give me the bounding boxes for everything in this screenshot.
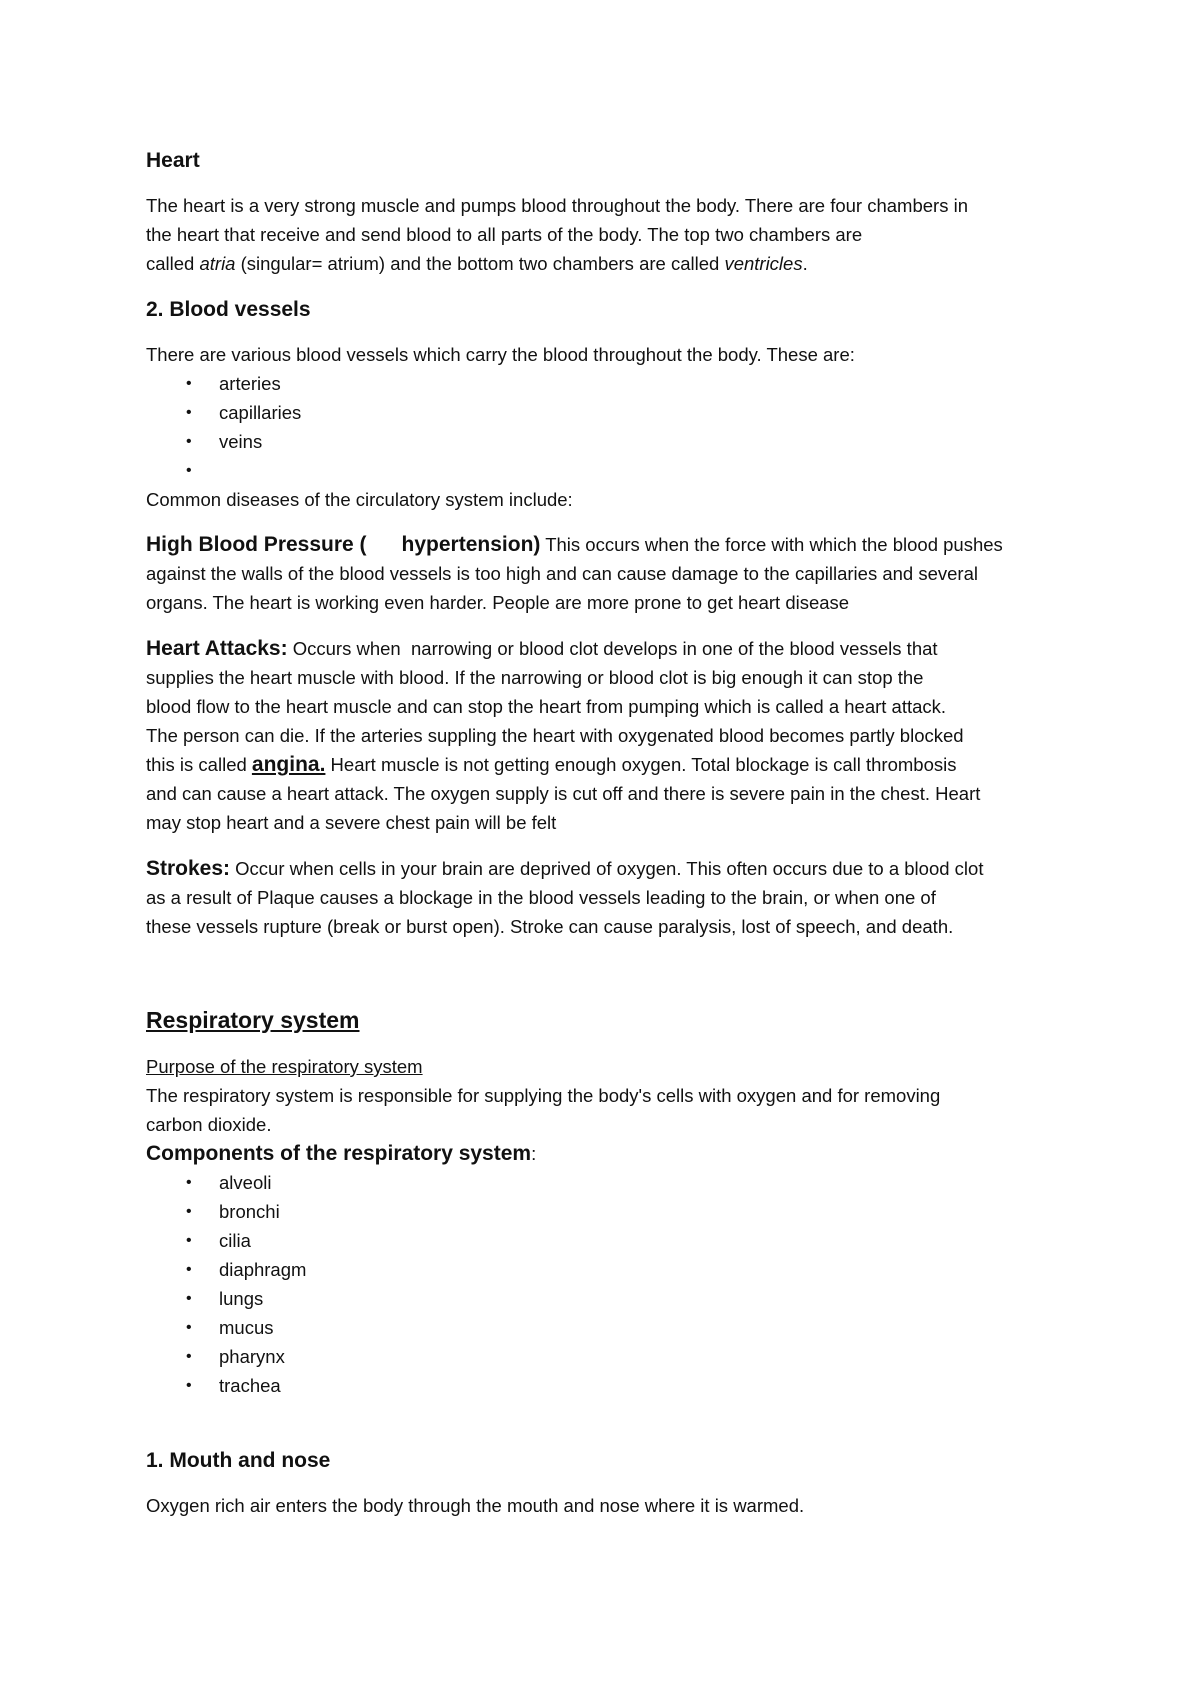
- strokes-label: Strokes:: [146, 857, 231, 880]
- heart-attacks-line-2: supplies the heart muscle with blood. If the narrowing or blood clot is big enough it can stop the: [146, 667, 924, 688]
- bullet-icon: •: [186, 1348, 192, 1365]
- bullet-icon: •: [186, 404, 192, 421]
- list-item: bronchi: [219, 1201, 280, 1222]
- strokes-line-2: as a result of Plaque causes a blockage in the blood vessels leading to the brain, or when one of: [146, 887, 936, 908]
- bullet-icon: •: [186, 1174, 192, 1191]
- mouth-nose-text: Oxygen rich air enters the body through the mouth and nose where it is warmed.: [146, 1495, 805, 1516]
- heart-paragraph-line-2: the heart that receive and send blood to all parts of the body. The top two chambers are: [146, 224, 863, 245]
- hbp-line-2: against the walls of the blood vessels is too high and can cause damage to the capillaries and several: [146, 563, 978, 584]
- bullet-icon: •: [186, 375, 192, 392]
- text: (singular= atrium) and the bottom two chambers are called: [235, 253, 725, 274]
- text: Occurs when narrowing or blood clot develops in one of the blood vessels that: [287, 638, 938, 659]
- list-item: pharynx: [219, 1346, 285, 1367]
- heart-attacks-line-7: may stop heart and a severe chest pain will be felt: [146, 812, 557, 833]
- list-item: diaphragm: [219, 1259, 307, 1280]
- bullet-icon: •: [186, 1319, 192, 1336]
- heart-paragraph-line-1: The heart is a very strong muscle and pumps blood throughout the body. There are four chambers in: [146, 195, 968, 216]
- strokes-line-3: these vessels rupture (break or burst open). Stroke can cause paralysis, lost of speech, and death.: [146, 916, 954, 937]
- list-item: trachea: [219, 1375, 281, 1396]
- bullet-icon: •: [186, 1261, 192, 1278]
- bullet-icon: •: [186, 1377, 192, 1394]
- heart-attacks-line-4: The person can die. If the arteries suppling the heart with oxygenated blood becomes partly blocked: [146, 725, 964, 746]
- heart-heading: Heart: [146, 149, 200, 172]
- strokes-line-1: [146, 854, 1076, 883]
- purpose-heading: Purpose of the respiratory system: [146, 1056, 423, 1077]
- text: :: [531, 1143, 537, 1164]
- heart-attacks-label: Heart Attacks:: [146, 637, 288, 660]
- mouth-nose-heading: 1. Mouth and nose: [146, 1449, 331, 1472]
- text: this is called: [146, 754, 252, 775]
- text: This occurs when the force with which the blood pushes: [540, 534, 1003, 555]
- purpose-line-1: The respiratory system is responsible for supplying the body's cells with oxygen and for removing: [146, 1085, 941, 1106]
- list-item: mucus: [219, 1317, 274, 1338]
- blood-vessels-heading: 2. Blood vessels: [146, 298, 311, 321]
- components-heading: [146, 1139, 1076, 1168]
- bullet-icon: •: [186, 1232, 192, 1249]
- text: Heart muscle is not getting enough oxygen. Total blockage is call thrombosis: [325, 754, 957, 775]
- list-item: veins: [219, 431, 263, 452]
- hbp-line-1: [146, 530, 1076, 559]
- text: .: [802, 253, 808, 274]
- bullet-icon: •: [186, 462, 192, 479]
- list-item: lungs: [219, 1288, 264, 1309]
- heart-attacks-line-1: [146, 634, 1076, 663]
- atria-term: atria: [199, 253, 236, 274]
- angina-term: angina.: [251, 753, 326, 776]
- components-title: Components of the respiratory system: [146, 1142, 532, 1165]
- hbp-label: High Blood Pressure ( hypertension): [146, 533, 541, 556]
- text: Occur when cells in your brain are deprived of oxygen. This often occurs due to a blood clot: [230, 858, 984, 879]
- list-item: arteries: [219, 373, 281, 394]
- ventricles-term: ventricles: [724, 253, 803, 274]
- blood-vessels-intro: There are various blood vessels which carry the blood throughout the body. These are:: [146, 344, 855, 365]
- list-item: alveoli: [219, 1172, 272, 1193]
- bullet-icon: •: [186, 1290, 192, 1307]
- purpose-line-2: carbon dioxide.: [146, 1114, 272, 1135]
- heart-attacks-line-3: blood flow to the heart muscle and can stop the heart from pumping which is called a heart attack.: [146, 696, 947, 717]
- text: called: [146, 253, 200, 274]
- bullet-icon: •: [186, 1203, 192, 1220]
- heart-attacks-line-6: and can cause a heart attack. The oxygen supply is cut off and there is severe pain in the chest. Heart: [146, 783, 981, 804]
- diseases-intro: Common diseases of the circulatory system include:: [146, 489, 573, 510]
- heart-paragraph-line-3: [146, 249, 1076, 278]
- bullet-icon: •: [186, 433, 192, 450]
- hbp-line-3: organs. The heart is working even harder. People are more prone to get heart disease: [146, 592, 850, 613]
- list-item: cilia: [219, 1230, 251, 1251]
- list-item: capillaries: [219, 402, 302, 423]
- respiratory-heading: Respiratory system: [146, 1007, 360, 1033]
- heart-attacks-line-5: [146, 750, 1076, 779]
